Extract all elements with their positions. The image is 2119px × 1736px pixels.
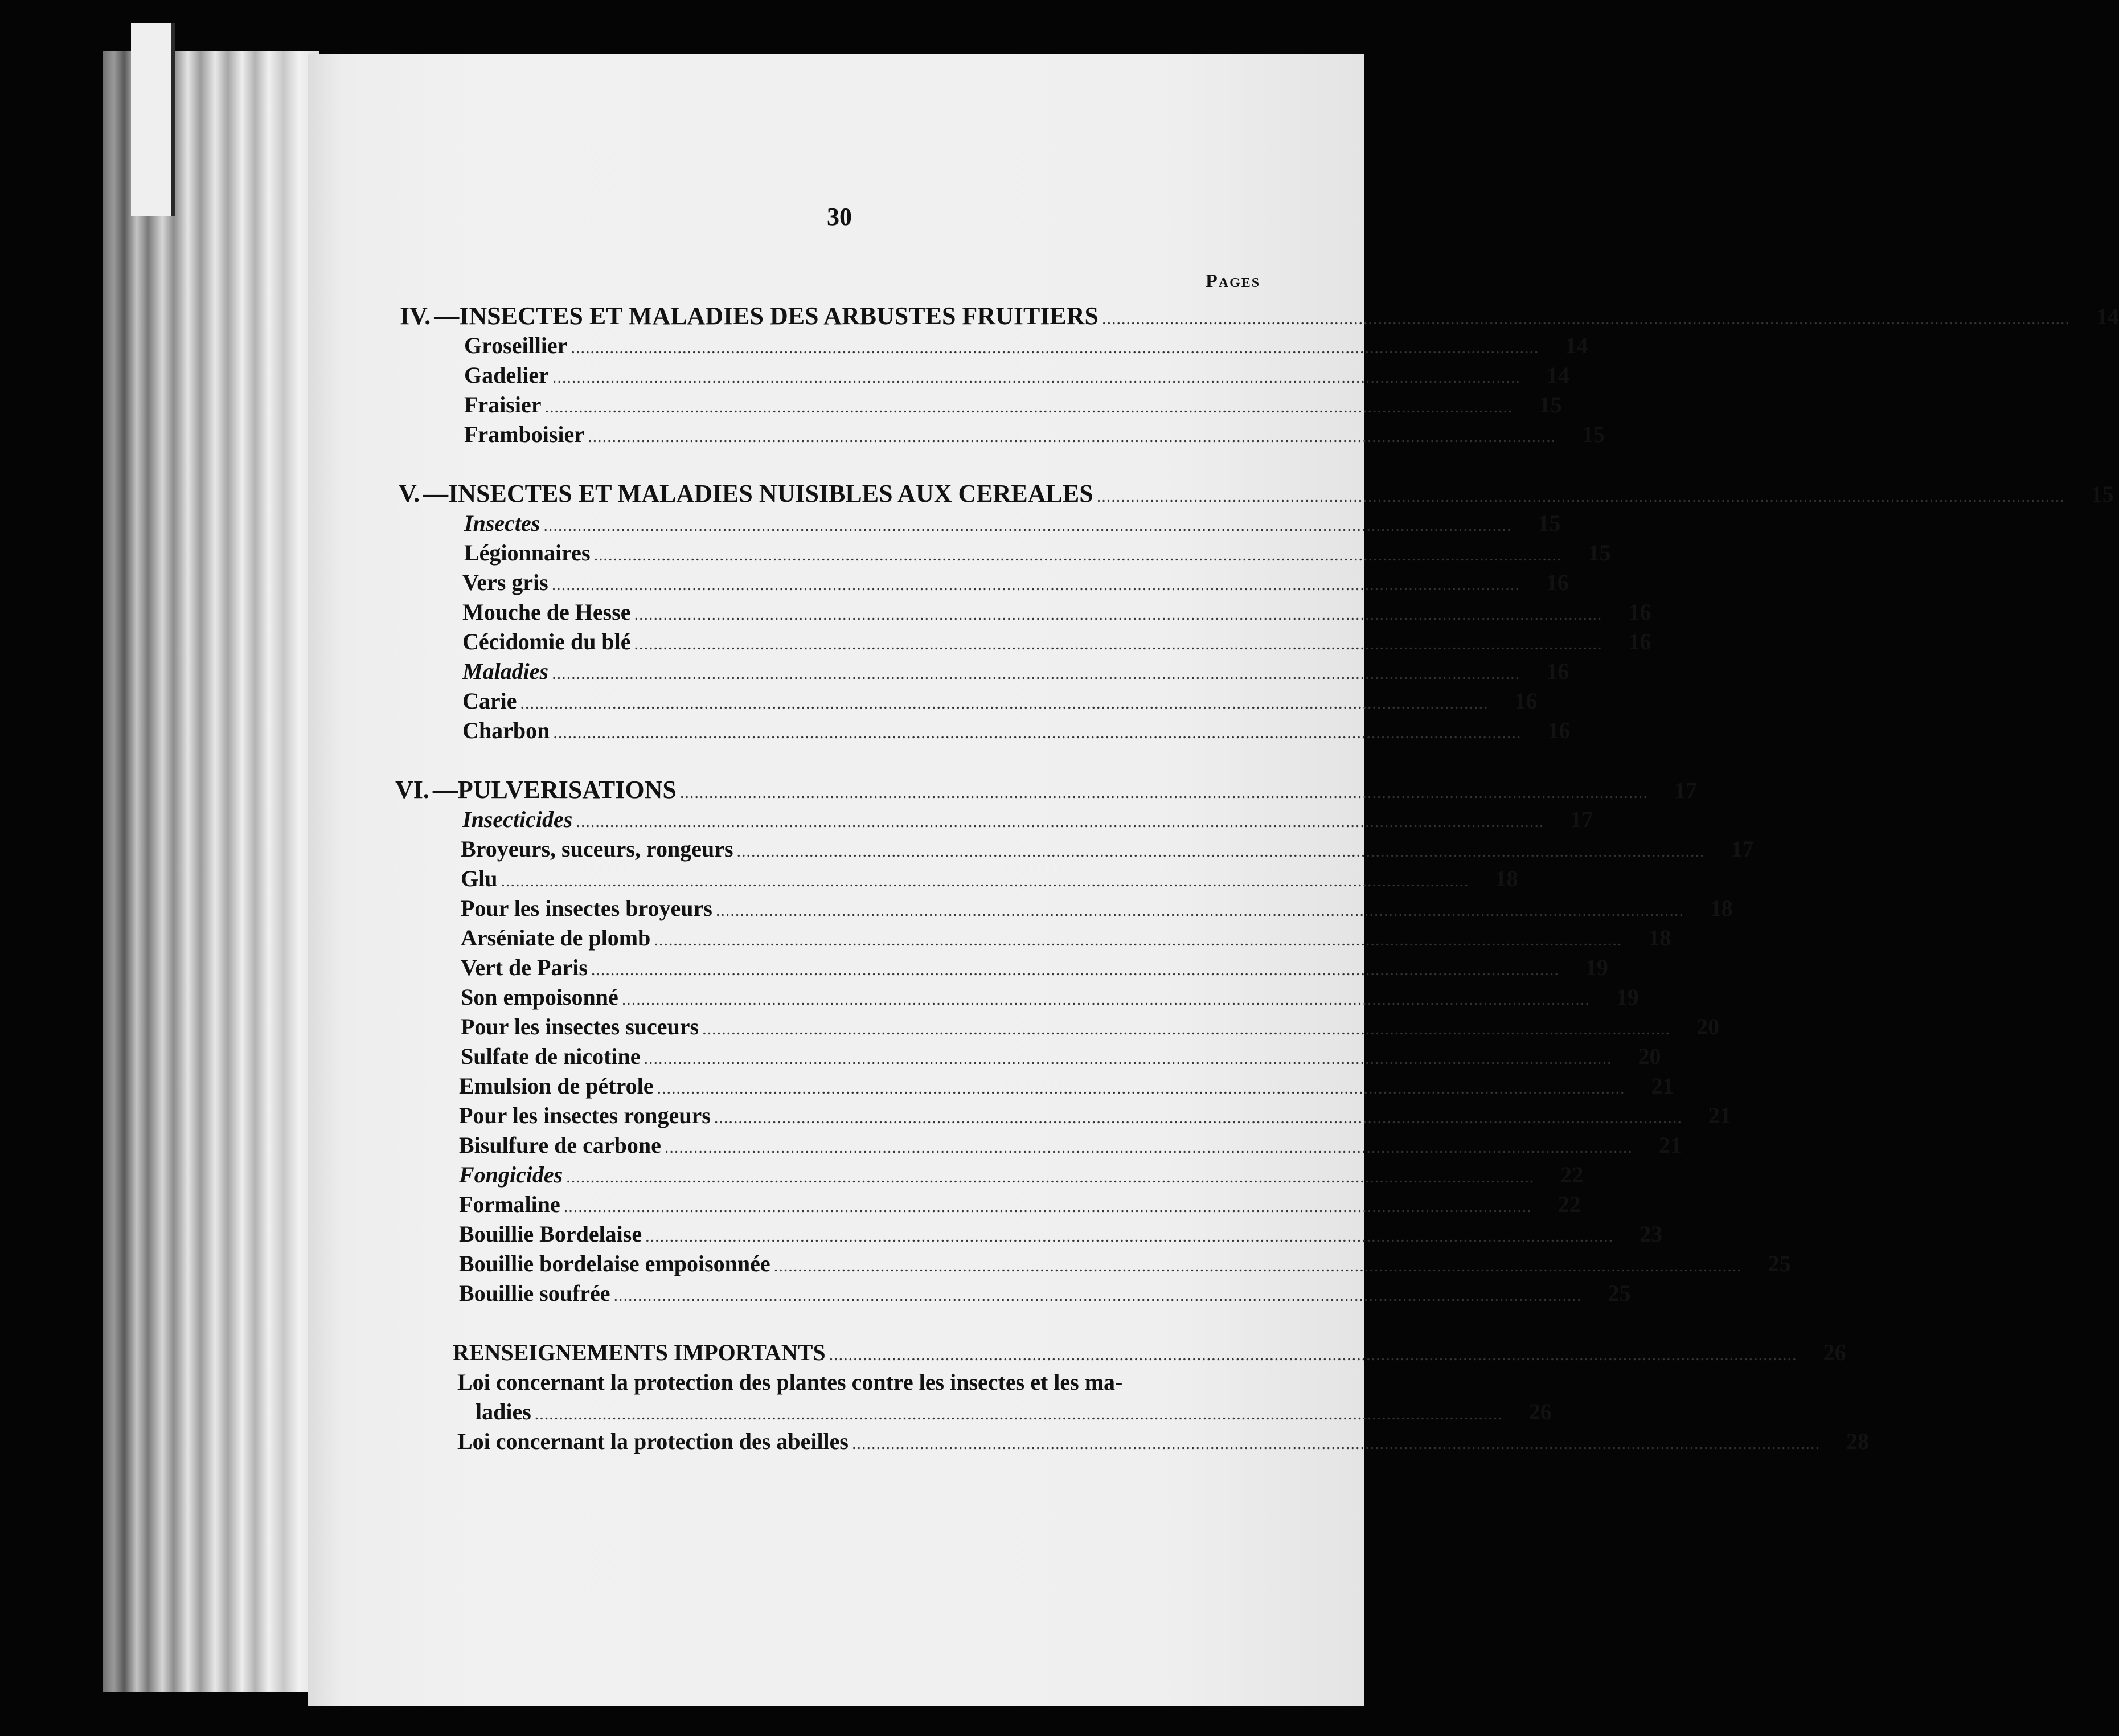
toc-entry-row	[459, 1250, 1791, 1279]
book-page-edges	[103, 51, 319, 1692]
toc-entry-label	[464, 331, 567, 360]
toc-leader-dots: ........................................................................................................................................................................................................	[644, 1049, 1612, 1068]
toc-leader-dots: ........................................................................................................................................................................................................	[576, 812, 1544, 831]
toc-leader-dots: ........................................................................................................................................................................................................	[634, 605, 1602, 624]
toc-leader-dots: ........................................................................................................................................................................................................	[664, 1138, 1633, 1157]
toc-page-number: 16	[1628, 629, 1651, 654]
toc-page-number: 19	[1616, 984, 1639, 1010]
toc-page-number: 21	[1651, 1073, 1674, 1099]
toc-entry-label	[462, 687, 517, 715]
toc-leader-dots: ........................................................................................................................................................................................................	[613, 1286, 1582, 1305]
toc-entry-label	[461, 865, 497, 893]
toc-leader-dots: ........................................................................................................................................................................................................	[1102, 309, 2071, 328]
toc-page-number: 15	[1538, 510, 1561, 536]
toc-entry-text: Insecticides	[462, 806, 573, 832]
toc-entry-label	[457, 1368, 1122, 1397]
toc-section-number: V.	[399, 480, 420, 507]
toc-entry-label	[461, 1042, 641, 1071]
toc-entry-row	[464, 420, 1605, 450]
toc-page-number: 14	[1546, 362, 1569, 388]
toc-entry-label	[462, 628, 631, 656]
toc-leader-dots: ........................................................................................................................................................................................................	[593, 546, 1562, 564]
toc-entry-text: Vert de Paris	[461, 955, 588, 980]
toc-page-number: 25	[1768, 1251, 1791, 1276]
toc-entry-row	[459, 1131, 1682, 1161]
toc-entry-label	[464, 391, 542, 419]
toc-leader-dots: ........................................................................................................................................................................................................	[829, 1345, 1797, 1364]
toc-section-row	[399, 480, 2114, 509]
toc-page-number: 21	[1658, 1132, 1682, 1158]
toc-entry-row	[459, 1220, 1663, 1250]
toc-entry-row	[476, 1398, 1552, 1427]
toc-entry-text: Groseillier	[464, 333, 568, 358]
toc-entry-text: Cécidomie du blé	[462, 629, 631, 654]
toc-entry-label	[459, 1279, 610, 1308]
toc-entry-row	[462, 568, 1569, 598]
toc-entry-text: Pour les insectes rongeurs	[459, 1103, 711, 1128]
toc-entry-text: —INSECTES ET MALADIES NUISIBLES AUX CEREALES	[423, 480, 1093, 507]
toc-page-number: 18	[1710, 895, 1733, 921]
toc-entry-text: Mouche de Hesse	[462, 599, 631, 625]
toc-page-number: 21	[1708, 1103, 1731, 1128]
toc-entry-text: Glu	[461, 866, 498, 891]
toc-entry-row	[459, 1190, 1581, 1220]
toc-entry-row	[459, 1279, 1631, 1309]
toc-section-number: VI.	[395, 776, 429, 804]
toc-section-row	[395, 776, 1697, 805]
toc-entry-text: Formaline	[459, 1192, 560, 1217]
toc-entry-text: Bouillie Bordelaise	[459, 1221, 642, 1247]
toc-leader-dots: ........................................................................................................................................................................................................	[634, 634, 1602, 653]
toc-entry-row	[462, 716, 1571, 746]
toc-entry-row	[464, 509, 1561, 539]
toc-leader-dots: ........................................................................................................................................................................................................	[736, 842, 1705, 861]
toc-entry-label	[395, 776, 677, 804]
toc-page-number: 16	[1546, 658, 1569, 684]
toc-leader-dots: ........................................................................................................................................................................................................	[588, 427, 1556, 446]
toc-page-number: 16	[1628, 599, 1651, 625]
toc-page-number: 17	[1570, 806, 1593, 832]
toc-page-number: 16	[1547, 718, 1571, 743]
toc-entry-label	[462, 716, 550, 745]
toc-entry-row	[462, 598, 1651, 628]
toc-leader-dots: ........................................................................................................................................................................................................	[773, 1256, 1742, 1275]
toc-page-number: 17	[1674, 777, 1697, 803]
toc-entry-text: Insectes	[464, 510, 540, 536]
toc-leader-dots: ........................................................................................................................................................................................................	[534, 1405, 1503, 1423]
toc-entry-label	[457, 1427, 849, 1456]
toc-page-number: 15	[1539, 392, 1562, 417]
toc-entry-label	[461, 1013, 699, 1041]
toc-entry-text: Carie	[462, 688, 517, 714]
toc-entry-row	[464, 539, 1611, 568]
toc-page-number: 28	[1846, 1428, 1869, 1454]
toc-entry-text: Arséniate de plomb	[461, 925, 651, 951]
toc-entry-label	[462, 568, 548, 597]
toc-leader-dots: ........................................................................................................................................................................................................	[645, 1227, 1614, 1246]
toc-entry-label	[399, 480, 1093, 508]
book-cover-corner	[131, 23, 175, 216]
toc-entry-text: Fraisier	[464, 392, 542, 417]
toc-entry-text: Gadelier	[464, 362, 549, 388]
toc-entry-label	[464, 509, 540, 538]
toc-entry-text: Emulsion de pétrole	[459, 1073, 654, 1099]
toc-entry-label	[400, 302, 1099, 330]
toc-entry-label	[453, 1338, 826, 1367]
toc-leader-dots: ........................................................................................................................................................................................................	[591, 960, 1559, 979]
toc-entry-label	[459, 1250, 770, 1278]
toc-entry-row	[464, 361, 1569, 391]
toc-entry-row	[461, 953, 1608, 983]
toc-entry-label	[459, 1102, 711, 1130]
toc-entry-text: Broyeurs, suceurs, rongeurs	[461, 836, 733, 862]
toc-page-number: 14	[2096, 304, 2119, 329]
toc-entry-row	[461, 835, 1754, 865]
toc-entry-row	[461, 894, 1733, 924]
toc-entry-text: Vers gris	[462, 570, 548, 595]
toc-entry-label	[461, 983, 618, 1012]
toc-leader-dots: ........................................................................................................................................................................................................	[563, 1197, 1532, 1216]
toc-leader-dots: ........................................................................................................................................................................................................	[520, 694, 1489, 713]
toc-section-row	[453, 1338, 1846, 1368]
toc-leader-dots: ........................................................................................................................................................................................................	[551, 575, 1520, 594]
toc-leader-dots: ........................................................................................................................................................................................................	[657, 1079, 1625, 1098]
toc-page-number: 15	[1588, 540, 1611, 566]
toc-entry-row	[461, 924, 1671, 953]
toc-entry-text: —INSECTES ET MALADIES DES ARBUSTES FRUITIERS	[434, 302, 1099, 330]
toc-entry-row	[459, 1072, 1674, 1102]
toc-entry-row	[464, 391, 1562, 420]
toc-entry-label	[464, 539, 591, 567]
toc-leader-dots: ........................................................................................................................................................................................................	[852, 1434, 1820, 1453]
toc-entry-text: Bouillie bordelaise empoisonnée	[459, 1251, 770, 1276]
toc-entry-text: Bouillie soufrée	[459, 1280, 610, 1306]
toc-entry-row	[461, 983, 1639, 1013]
toc-entry-text: ladies	[476, 1399, 531, 1424]
toc-page-number: 16	[1546, 570, 1569, 595]
toc-leader-dots: ........................................................................................................................................................................................................	[501, 871, 1469, 890]
toc-page-number: 18	[1495, 866, 1518, 891]
toc-entry-row	[462, 657, 1569, 687]
toc-entry-row	[464, 331, 1588, 361]
toc-leader-dots: ........................................................................................................................................................................................................	[544, 398, 1513, 416]
toc-leader-dots: ........................................................................................................................................................................................................	[715, 901, 1684, 920]
toc-page-number: 19	[1585, 955, 1608, 980]
toc-entry-text: Framboisier	[464, 421, 585, 447]
toc-page-number: 16	[1514, 688, 1538, 714]
toc-page-number: 15	[2091, 481, 2114, 507]
toc-leader-dots: ........................................................................................................................................................................................................	[654, 931, 1622, 949]
toc-entry-text: Charbon	[462, 718, 550, 743]
toc-entry-text: RENSEIGNEMENTS IMPORTANTS	[453, 1340, 826, 1365]
toc-leader-dots: ........................................................................................................................................................................................................	[1096, 487, 2065, 506]
toc-page-number: 20	[1696, 1014, 1720, 1039]
toc-page-number: 17	[1731, 836, 1754, 862]
toc-leader-dots: ........................................................................................................................................................................................................	[552, 664, 1520, 683]
toc-entry-label	[461, 835, 733, 863]
toc-entry-label	[459, 1072, 654, 1100]
toc-leader-dots: ........................................................................................................................................................................................................	[702, 1020, 1671, 1038]
toc-entry-row	[459, 1102, 1731, 1131]
toc-entry-text: Fongicides	[459, 1162, 563, 1188]
toc-entry-label	[459, 1161, 563, 1189]
toc-entry-label	[459, 1131, 661, 1160]
toc-entry-label	[464, 420, 584, 449]
pages-column-header: Pages	[1206, 271, 1261, 292]
toc-entry-row	[461, 1042, 1661, 1072]
toc-leader-dots: ........................................................................................................................................................................................................	[621, 990, 1590, 1009]
toc-entry-label	[461, 894, 712, 923]
toc-leader-dots: ........................................................................................................................................................................................................	[566, 1168, 1535, 1186]
toc-section-row	[400, 302, 2119, 331]
page-number: 30	[827, 203, 852, 231]
toc-entry-row	[461, 865, 1518, 894]
toc-entry-text: Loi concernant la protection des abeilles	[457, 1428, 849, 1454]
toc-entry-label	[461, 953, 588, 982]
toc-entry-row	[462, 687, 1538, 716]
toc-entry-text: Maladies	[462, 658, 549, 684]
toc-leader-dots: ........................................................................................................................................................................................................	[714, 1108, 1682, 1127]
toc-entry-label	[462, 598, 631, 627]
toc-page-number: 15	[1582, 421, 1605, 447]
toc-entry-text: Pour les insectes broyeurs	[461, 895, 712, 921]
toc-page-number: 18	[1648, 925, 1671, 951]
toc-section-number: IV.	[400, 302, 431, 330]
toc-entry-label	[461, 924, 650, 952]
toc-entry-text: Sulfate de nicotine	[461, 1043, 641, 1069]
toc-entry-label	[459, 1220, 642, 1248]
toc-page-number: 22	[1558, 1192, 1581, 1217]
toc-entry-text: —PULVERISATIONS	[432, 776, 677, 804]
toc-page-number: 14	[1565, 333, 1588, 358]
toc-page-number: 20	[1638, 1043, 1661, 1069]
toc-entry-text: Légionnaires	[464, 540, 591, 566]
toc-entry-row	[462, 805, 1593, 835]
toc-entry-label	[459, 1190, 560, 1219]
toc-entry-text: Pour les insectes suceurs	[461, 1014, 699, 1039]
toc-leader-dots: ........................................................................................................................................................................................................	[679, 783, 1648, 802]
toc-entry-text: Son empoisonné	[461, 984, 618, 1010]
toc-page-number: 26	[1823, 1340, 1846, 1365]
toc-entry-label	[476, 1398, 531, 1426]
toc-page-number: 22	[1560, 1162, 1584, 1188]
toc-entry-row	[457, 1368, 1276, 1398]
toc-entry-row	[461, 1013, 1720, 1042]
toc-entry-text: Bisulfure de carbone	[459, 1132, 661, 1158]
toc-entry-row	[457, 1427, 1869, 1457]
toc-leader-dots: ........................................................................................................................................................................................................	[543, 516, 1512, 535]
toc-page-number: 25	[1608, 1280, 1631, 1306]
toc-entry-label	[462, 805, 572, 834]
toc-entry-row	[462, 628, 1651, 657]
toc-page-number: 26	[1528, 1399, 1552, 1424]
toc-leader-dots: ........................................................................................................................................................................................................	[552, 368, 1520, 387]
toc-entry-text: Loi concernant la protection des plantes contre les insectes et les ma-	[457, 1369, 1123, 1395]
toc-entry-label	[464, 361, 549, 390]
toc-entry-row	[459, 1161, 1584, 1190]
toc-entry-label	[462, 657, 548, 686]
toc-leader-dots: ........................................................................................................................................................................................................	[553, 723, 1522, 742]
toc-leader-dots: ........................................................................................................................................................................................................	[571, 338, 1539, 357]
toc-page-number: 23	[1640, 1221, 1663, 1247]
